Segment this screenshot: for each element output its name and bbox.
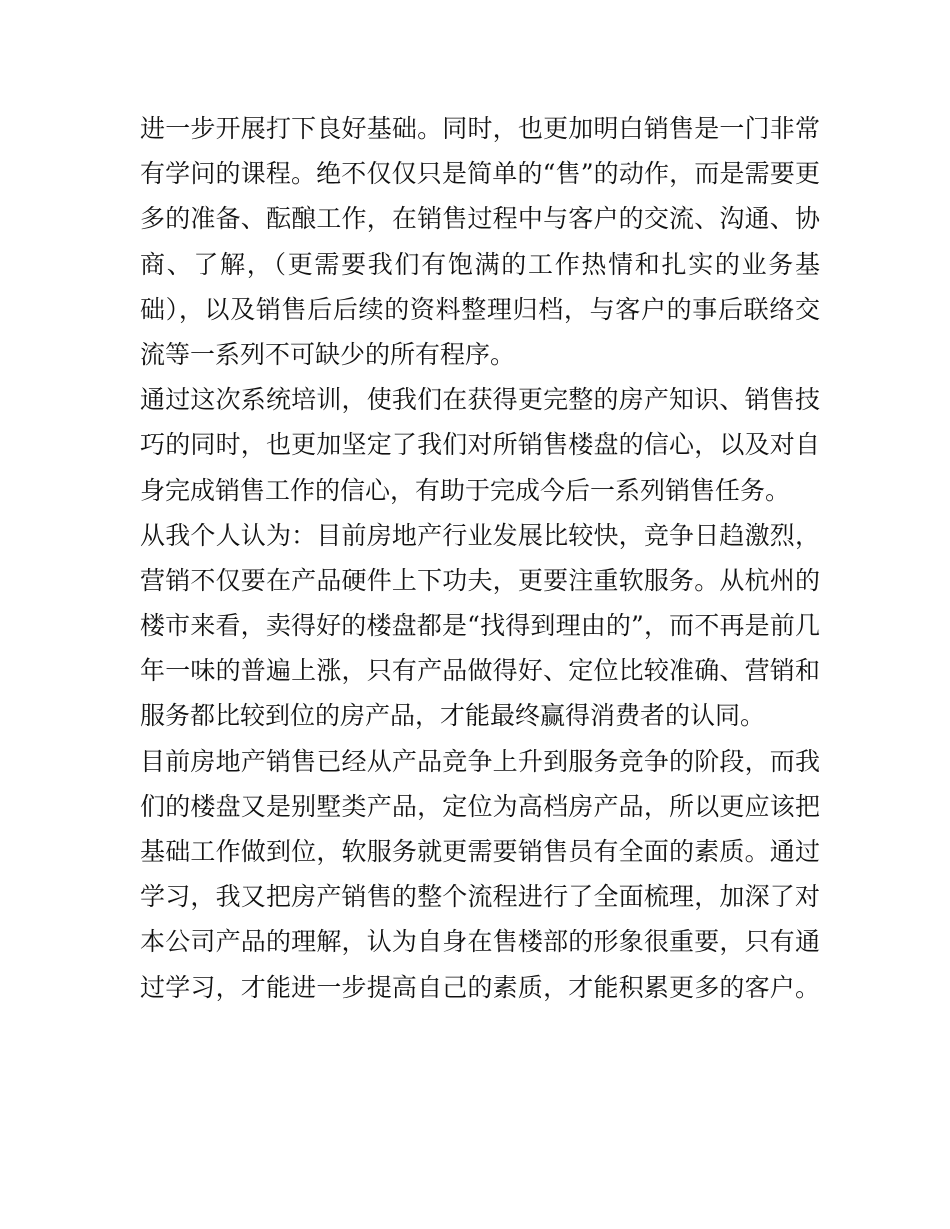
text-line: 多的准备、酝酿工作，在销售过程中与客户的交流、沟通、协 — [140, 204, 820, 234]
text-line: 流等一系列不可缺少的所有程序。 — [140, 339, 516, 369]
text-line: 过学习，才能进一步提高自己的素质，才能积累更多的客户。 — [140, 972, 820, 1002]
text-line: 们的楼盘又是别墅类产品，定位为高档房产品，所以更应该把 — [140, 791, 820, 821]
text-line: 身完成销售工作的信心，有助于完成今后一系列销售任务。 — [140, 475, 791, 505]
text-line: 巧的同时，也更加坚定了我们对所销售楼盘的信心，以及对自 — [140, 430, 820, 460]
text-line: 楼市来看，卖得好的楼盘都是“找得到理由的”，而不再是前几 — [140, 611, 820, 641]
text-line: 从我个人认为：目前房地产行业发展比较快，竞争日趋激烈， — [140, 520, 820, 550]
text-line: 年一味的普遍上涨，只有产品做得好、定位比较准确、营销和 — [140, 656, 820, 686]
text-line: 学习，我又把房产销售的整个流程进行了全面梳理，加深了对 — [140, 882, 820, 912]
text-line: 进一步开展打下良好基础。同时，也更加明白销售是一门非常 — [140, 114, 820, 143]
text-line: 本公司产品的理解，认为自身在售楼部的形象很重要，只有通 — [140, 927, 820, 957]
text-line: 商、了解，（更需要我们有饱满的工作热情和扎实的业务基 — [140, 249, 820, 279]
text-line: 础），以及销售后后续的资料整理归档，与客户的事后联络交 — [140, 294, 820, 324]
text-line: 有学问的课程。绝不仅仅只是简单的“售”的动作，而是需要更 — [140, 159, 820, 189]
text-line: 营销不仅要在产品硬件上下功夫，更要注重软服务。从杭州的 — [140, 565, 820, 595]
text-line: 服务都比较到位的房产品，才能最终赢得消费者的认同。 — [140, 701, 766, 731]
body-text — [140, 106, 820, 1010]
text-line: 基础工作做到位，软服务就更需要销售员有全面的素质。通过 — [140, 837, 820, 866]
text-line: 目前房地产销售已经从产品竞争上升到服务竞争的阶段，而我 — [140, 746, 820, 776]
text-line: 通过这次系统培训，使我们在获得更完整的房产知识、销售技 — [140, 385, 820, 415]
